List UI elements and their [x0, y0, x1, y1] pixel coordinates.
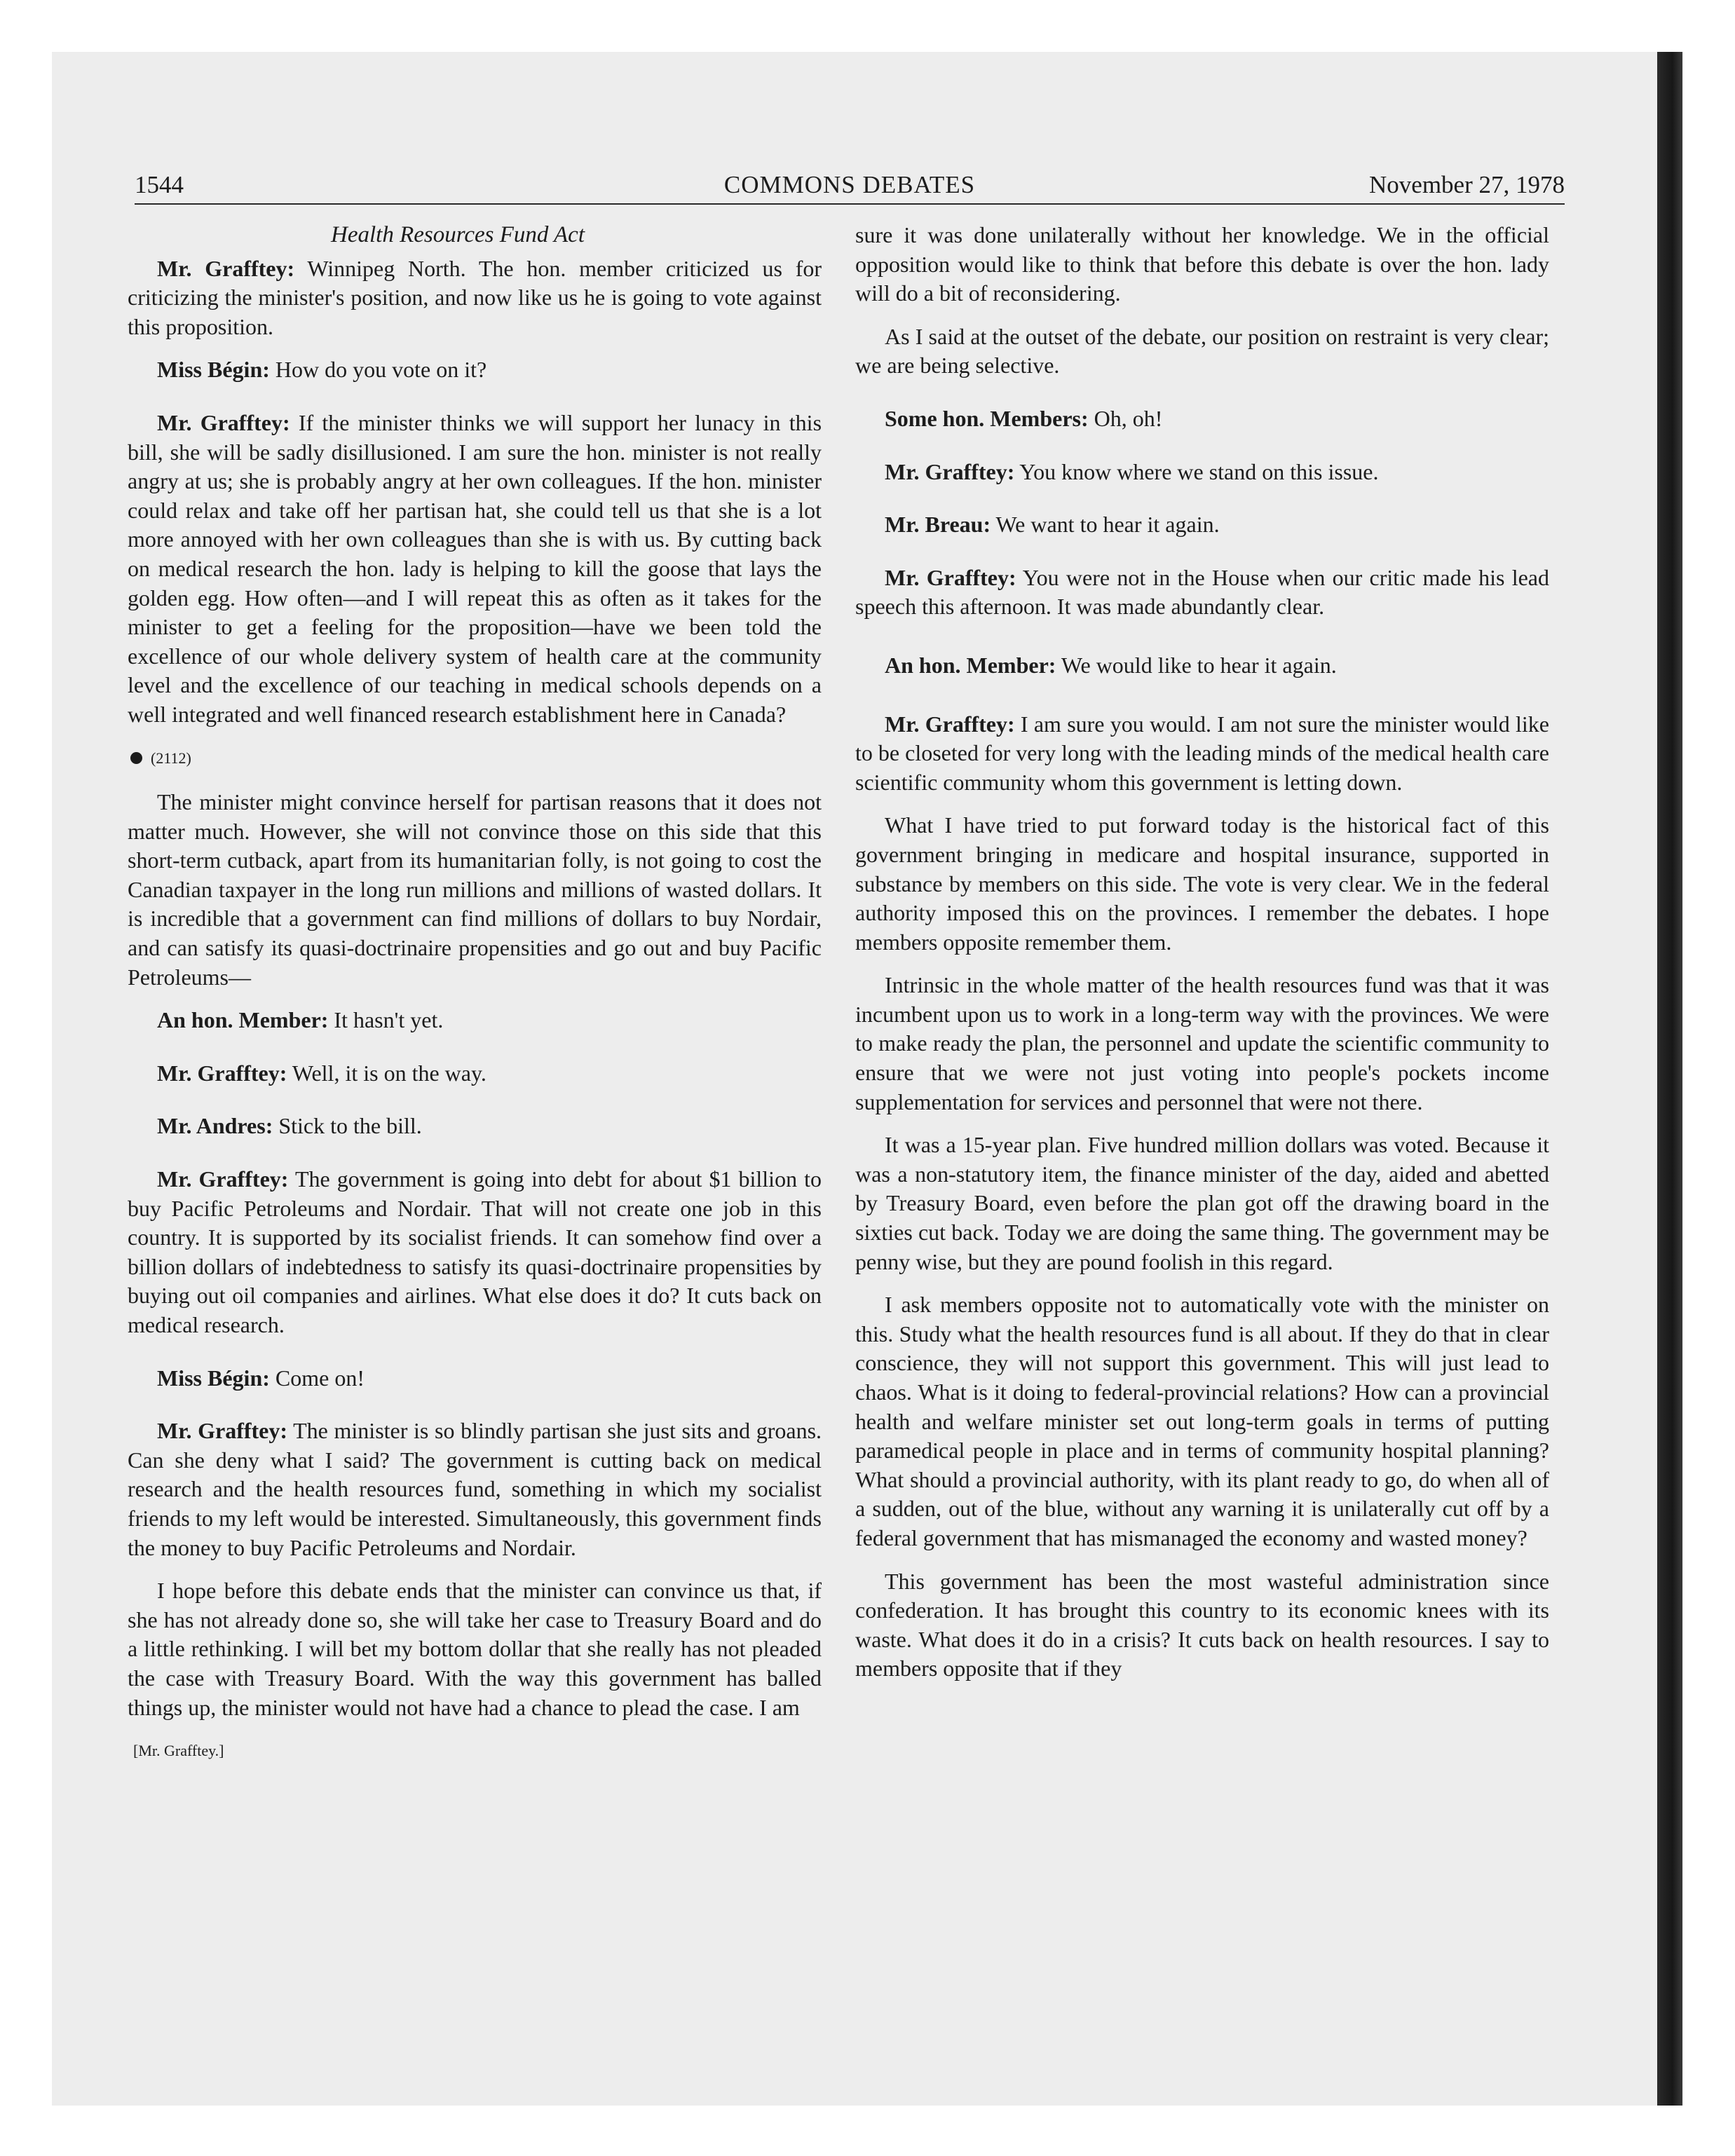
- paragraph: [855, 651, 1549, 681]
- speech-text: How do you vote on it?: [275, 357, 487, 383]
- paragraph: [855, 1290, 1549, 1553]
- speech-text: I am sure you would. I am not sure the minister would like to be closeted for very long with the leading minds of the medical health care scientific community whom this government is letting down.: [855, 711, 1550, 795]
- speech-text: As I said at the outset of the debate, our position on restraint is very clear; we are being selective.: [855, 323, 1549, 378]
- paragraph: [128, 409, 822, 730]
- page-header: [135, 168, 1565, 205]
- paragraph: [855, 322, 1549, 381]
- paragraph: [855, 1567, 1549, 1684]
- speech-text: You know where we stand on this issue.: [1019, 458, 1379, 484]
- paragraph: [128, 1417, 822, 1562]
- speech-text: Intrinsic in the whole matter of the health resources fund was that it was incumbent upon us to work in a long-term way with the provinces. We were to make ready the plan, the personnel and update the scientific community to ensure that we were not just voting into people's pockets income supplementation for services and personnel that were not there.: [855, 972, 1549, 1114]
- page-edge-shadow: [1657, 52, 1682, 2106]
- speech-text: It hasn't yet.: [334, 1007, 444, 1033]
- page-number: 1544: [135, 171, 184, 198]
- speech-text: I ask members opposite not to automatically vote with the minister on this. Study what the health resources fund is all about. If they do that in clear conscience, they will not support this government. This will just lead to chaos. What is it doing to federal-provincial relations? How can a provincial health and welfare minister set out long-term goals in terms of putting paramedical people in place and in terms of community hospital planning? What should a provincial authority, with its plant ready to go, do when all of a sudden, out of the blue, without any warning it is unilaterally cut off by a federal government that has mismanaged the economy and wasted money?: [855, 1292, 1549, 1550]
- speaker-name: Mr. Grafftey:: [157, 255, 295, 281]
- journal-title: COMMONS DEBATES: [723, 171, 976, 198]
- speech-text: What I have tried to put forward today is the historical fact of this government bringing in medicare and hospital insurance, supported in substance by members on this side. The vote is very clear. We in the federal authority imposed this on the provinces. I remember the debates. I hope members opposite remember them.: [855, 812, 1549, 955]
- speaker-name: An hon. Member:: [885, 652, 1056, 678]
- speech-text: We would like to hear it again.: [1061, 652, 1337, 678]
- paragraph: [128, 1165, 822, 1340]
- speaker-name: Miss Bégin:: [157, 357, 270, 383]
- paragraph: [128, 355, 822, 385]
- speech-text: sure it was done unilaterally without her knowledge. We in the official opposition would like to think that before this debate is over the hon. lady will do a bit of reconsidering.: [855, 222, 1549, 306]
- speech-text: The government is going into debt for about $1 billion to buy Pacific Petroleums and Nordair. That will not create one job in this country. It is supported by its socialist friends. It can somehow find over a billion dollars of indebtedness to satisfy its quasi-doctrinaire propensities by buying out oil companies and airlines. What else does it do? It cuts back on medical research.: [128, 1166, 822, 1337]
- speaker-name: Some hon. Members:: [885, 405, 1089, 431]
- speech-text: Oh, oh!: [1094, 405, 1163, 431]
- speaker-name: Mr. Grafftey:: [157, 409, 290, 435]
- speech-text: The minister might convince herself for partisan reasons that it does not matter much. However, she will not convince those on this side that this short-term cutback, apart from its humanitarian folly, is not going to cost the Canadian taxpayer in the long run millions and millions of wasted dollars. It is incredible that a government can find millions of dollars to buy Nordair, and can satisfy its quasi-doctrinaire propensities and go out and buy Pacific Petroleums—: [128, 789, 822, 990]
- speech-text: Well, it is on the way.: [292, 1060, 487, 1086]
- speaker-name: Mr. Andres:: [157, 1113, 273, 1139]
- speech-text: We want to hear it again.: [995, 512, 1220, 538]
- speaker-name: Miss Bégin:: [157, 1365, 270, 1391]
- speech-text: It was a 15-year plan. Five hundred million dollars was voted. Because it was a non-statutory item, the finance minister of the day, aided and abetted by Treasury Board, even before the plan got off the drawing board in the sixties cut back. Today we are doing the same thing. The government may be penny wise, but they are pound foolish in this regard.: [855, 1132, 1549, 1274]
- time-marker: [130, 744, 822, 773]
- paragraph: [855, 458, 1549, 487]
- speaker-name: Mr. Grafftey:: [885, 711, 1015, 737]
- speech-text: If the minister thinks we will support her lunacy in this bill, she will be sadly disillusioned. I am sure the hon. minister is not really angry at us; she is probably angry at her own colleagues. If the hon. minister could relax and take off her partisan hat, she could tell us that she is a lot more annoyed with her own colleagues than she is with us. By cutting back on medical research the hon. lady is helping to kill the goose that lays the golden egg. How often—and I will repeat this as often as it takes for the minister to get a feeling for the proposition—have we been told the excellence of our whole delivery system of health care at the community level and the excellence of our teaching in medical schools depends on a well integrated and well financed research establishment here in Canada?: [128, 409, 822, 727]
- section-title: Health Resources Fund Act: [331, 222, 585, 247]
- time-marker-text: (2112): [151, 749, 191, 767]
- speech-text: Winnipeg North. The hon. member criticized us for criticizing the minister's position, and now like us he is going to vote against this proposition.: [128, 255, 822, 339]
- paragraph: [855, 1131, 1549, 1276]
- speech-text: This government has been the most wasteful administration since confederation. It has brought this country to its economic knees with its waste. What does it do in a crisis? It cuts back on health resources. I say to members opposite that if they: [855, 1568, 1549, 1681]
- speaker-name: Mr. Grafftey:: [157, 1166, 289, 1192]
- speech-text: You were not in the House when our critic made his lead speech this afternoon. It was made abundantly clear.: [855, 564, 1550, 620]
- paragraph: [128, 1006, 822, 1035]
- paragraph: [855, 710, 1549, 798]
- bullet-icon: [130, 752, 142, 764]
- speaker-attribution: [Mr. Grafftey.]: [133, 1742, 224, 1760]
- speech-text: Come on!: [275, 1365, 365, 1391]
- speech-text: The minister is so blindly partisan she just sits and groans. Can she deny what I said? The government is cutting back on medical research and the health resources fund, something in which my socialist friends to my left would be interested. Simultaneously, this government finds the money to buy Pacific Petroleums and Nordair.: [128, 1418, 822, 1560]
- paragraph: [128, 1576, 822, 1722]
- speech-text: Stick to the bill.: [278, 1113, 422, 1139]
- paragraph: [855, 404, 1549, 434]
- paragraph: [128, 254, 822, 342]
- speaker-name: Mr. Breau:: [885, 512, 991, 538]
- paragraph: [128, 788, 822, 992]
- right-column: [855, 221, 1549, 1698]
- speech-text: I hope before this debate ends that the minister can convince us that, if she has not already done so, she will take her case to Treasury Board and do a little rethinking. I will bet my bottom dollar that she really has not pleaded the case with Treasury Board. With the way this government has balled things up, the minister would not have had a chance to plead the case. I am: [128, 1578, 822, 1720]
- speaker-name: Mr. Grafftey:: [157, 1418, 288, 1444]
- speaker-name: Mr. Grafftey:: [885, 564, 1016, 590]
- paragraph: [128, 1059, 822, 1089]
- paragraph: [128, 1112, 822, 1141]
- paragraph: [855, 971, 1549, 1117]
- speaker-name: Mr. Grafftey:: [157, 1060, 287, 1086]
- speaker-name: An hon. Member:: [157, 1007, 329, 1033]
- paragraph: [855, 221, 1549, 308]
- paragraph: [128, 1364, 822, 1393]
- left-column: [128, 221, 822, 1766]
- paragraph: [855, 510, 1549, 540]
- paragraph: [855, 811, 1549, 957]
- speaker-name: Mr. Grafftey:: [885, 458, 1015, 484]
- paragraph: [855, 564, 1549, 622]
- page-date: November 27, 1978: [1369, 171, 1565, 198]
